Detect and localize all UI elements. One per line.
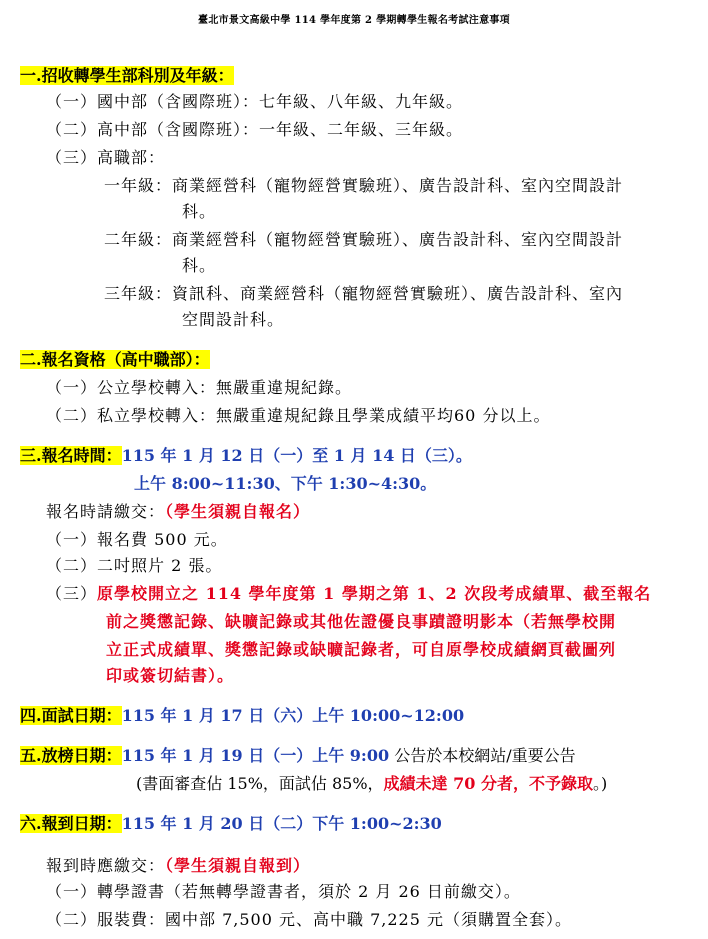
document-title: 臺北市景文高級中學 114 學年度第 2 學期轉學生報名考試注意事項 [198, 15, 510, 26]
s6-item-1: （一）轉學證書（若無轉學證書者，須於 2 月 26 日前繳交）。 [46, 882, 521, 901]
s3-item-1: （一）報名費 500 元。 [46, 530, 228, 549]
s3-item-3: （三）原學校開立之 114 學年度第 1 學期之第 1、2 次段考成績單、截至報名 [46, 584, 652, 603]
s3-item-3-l3: 立正式成績單、獎懲記錄或缺曠記錄者，可自原學校成績網頁截圖列 [106, 640, 617, 659]
s4-date: 115 年 1 月 17 日（六）上午 10:00~12:00 [121, 706, 465, 725]
s1-grade-3-cont: 空間設計科。 [182, 310, 285, 329]
s5-date: 115 年 1 月 19 日（一）上午 9:00 [121, 746, 390, 765]
s3-item-3-l4: 印或簽切結書）。 [106, 666, 235, 685]
s2-item-2: （二）私立學校轉入：無嚴重違規紀錄且學業成績平均60 分以上。 [46, 406, 551, 425]
s1-grade-3: 三年級：資訊科、商業經營科（寵物經營實驗班）、廣告設計科、室內 [104, 284, 624, 303]
s6-bring-line: 報到時應繳交：（學生須親自報到） [46, 856, 311, 875]
s6-item-2: （二）服裝費：國中部 7,500 元、高中職 7,225 元（須購置全套）。 [46, 910, 572, 929]
s3-date: 115 年 1 月 12 日（一）至 1 月 14 日（三）。 [121, 446, 472, 465]
section-6-heading: 六.報到日期：115 年 1 月 20 日（二）下午 1:00~2:30 [20, 814, 442, 833]
s1-item-3: （三）高職部： [46, 148, 166, 167]
s1-grade-2-cont: 科。 [182, 256, 217, 275]
s1-item-2: （二）高中部（含國際班）：一年級、二年級、三年級。 [46, 120, 464, 139]
s5-score-note: (書面審查佔 15%，面試佔 85%，成績未達 70 分者，不予錄取。) [136, 774, 608, 793]
section-4-heading: 四.面試日期：115 年 1 月 17 日（六）上午 10:00~12:00 [20, 706, 465, 725]
s3-fee-line: 報名時請繳交：（學生須親自報名） [46, 502, 311, 521]
s1-grade-2: 二年級：商業經營科（寵物經營實驗班）、廣告設計科、室內空間設計 [104, 230, 624, 249]
s3-time: 上午 8:00~11:30、下午 1:30~4:30。 [134, 474, 437, 493]
s6-date: 115 年 1 月 20 日（二）下午 1:00~2:30 [121, 814, 442, 833]
s1-grade-1-cont: 科。 [182, 202, 217, 221]
s3-item-2: （二）二吋照片 2 張。 [46, 556, 223, 575]
s3-item-3-l2: 前之獎懲記錄、缺曠記錄或其他佐證優良事蹟證明影本（若無學校開 [106, 612, 617, 631]
section-3-heading: 三.報名時間：115 年 1 月 12 日（一）至 1 月 14 日（三）。 [20, 446, 472, 465]
section-2-heading: 二.報名資格（高中職部）： [20, 350, 210, 369]
s1-item-1: （一）國中部（含國際班）：七年級、八年級、九年級。 [46, 92, 464, 111]
section-1-heading: 一.招收轉學生部科別及年級： [20, 66, 234, 85]
s5-note: 公告於本校網站/重要公告 [389, 746, 576, 765]
s2-item-1: （一）公立學校轉入：無嚴重違規紀錄。 [46, 378, 353, 397]
s1-grade-1: 一年級：商業經營科（寵物經營實驗班）、廣告設計科、室內空間設計 [104, 176, 624, 195]
section-5-heading: 五.放榜日期：115 年 1 月 19 日（一）上午 9:00 公告於本校網站/重要公告 [20, 746, 576, 765]
